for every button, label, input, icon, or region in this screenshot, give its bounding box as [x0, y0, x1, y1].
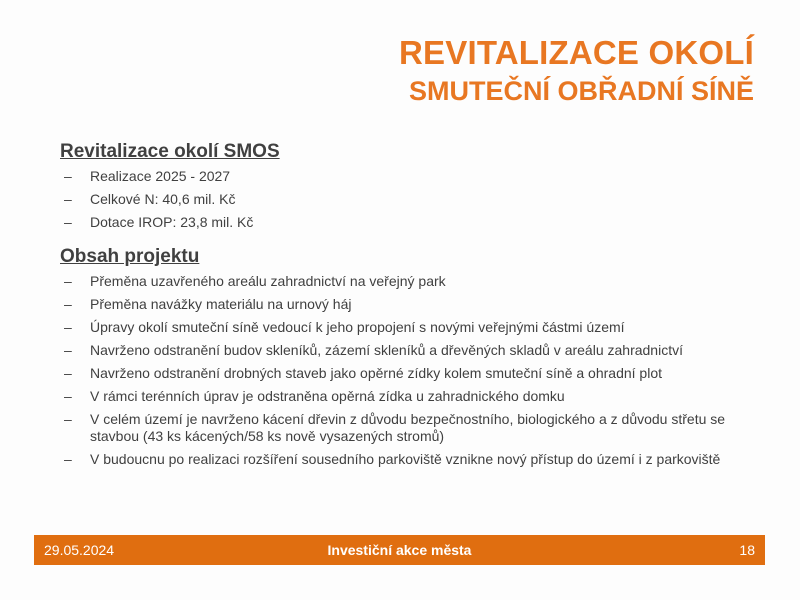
list-item: – V celém území je navrženo kácení dřevin z důvodu bezpečnostního, biologického a z důvodu střetu se stavbou (43 ks kácených/58 ks nově vysazených stromů): [64, 411, 726, 444]
list-item: – Navrženo odstranění budov skleníků, zázemí skleníků a dřevěných skladů v areálu zahradnictví: [64, 342, 683, 358]
section-heading-revitalizace: Revitalizace okolí SMOS: [60, 141, 280, 162]
footer-title: Investiční akce města: [327, 542, 472, 558]
list-item: – Přeměna navážky materiálu na urnový háj: [64, 296, 352, 312]
bullet-dash: –: [64, 214, 72, 230]
bullet-dash: –: [64, 319, 72, 335]
bullet-dash: –: [64, 168, 72, 184]
bullet-dash: –: [64, 342, 72, 358]
bullet-dash: –: [64, 273, 72, 289]
list-item: – V budoucnu po realizaci rozšíření sousedního parkoviště vznikne nový přístup do území i z parkoviště: [64, 451, 721, 467]
page-number: 18: [739, 542, 755, 558]
footer-bar: [34, 535, 765, 565]
bullet-dash: –: [64, 388, 72, 404]
bullet-dash: –: [64, 191, 72, 207]
bullet-list-revitalizace: [60, 168, 750, 231]
bullet-dash: –: [64, 365, 72, 381]
title-line-1: REVITALIZACE OKOLÍ: [399, 34, 754, 71]
footer-date: 29.05.2024: [44, 542, 115, 558]
slide-content: [60, 140, 750, 474]
title-line-2: SMUTEČNÍ OBŘADNÍ SÍNĚ: [408, 76, 754, 106]
list-item: – V rámci terénních úprav je odstraněna opěrná zídka u zahradnického domku: [64, 388, 565, 404]
list-item: – Realizace 2025 - 2027: [64, 168, 231, 184]
bullet-list-obsah: [60, 273, 750, 468]
list-item: – Dotace IROP: 23,8 mil. Kč: [64, 214, 254, 230]
list-item: – Úpravy okolí smuteční síně vedoucí k jeho propojení s novými veřejnými částmi území: [64, 319, 625, 335]
list-item: – Navrženo odstranění drobných staveb jako opěrné zídky kolem smuteční síně a ohradní plot: [64, 365, 662, 381]
section-heading-obsah: Obsah projektu: [60, 246, 200, 267]
bullet-dash: –: [64, 296, 72, 312]
list-item: – Celkové N: 40,6 mil. Kč: [64, 191, 236, 207]
bullet-dash: –: [64, 451, 72, 467]
bullet-dash: –: [64, 411, 72, 427]
slide-title: [399, 34, 754, 108]
list-item: – Přeměna uzavřeného areálu zahradnictví na veřejný park: [64, 273, 446, 289]
